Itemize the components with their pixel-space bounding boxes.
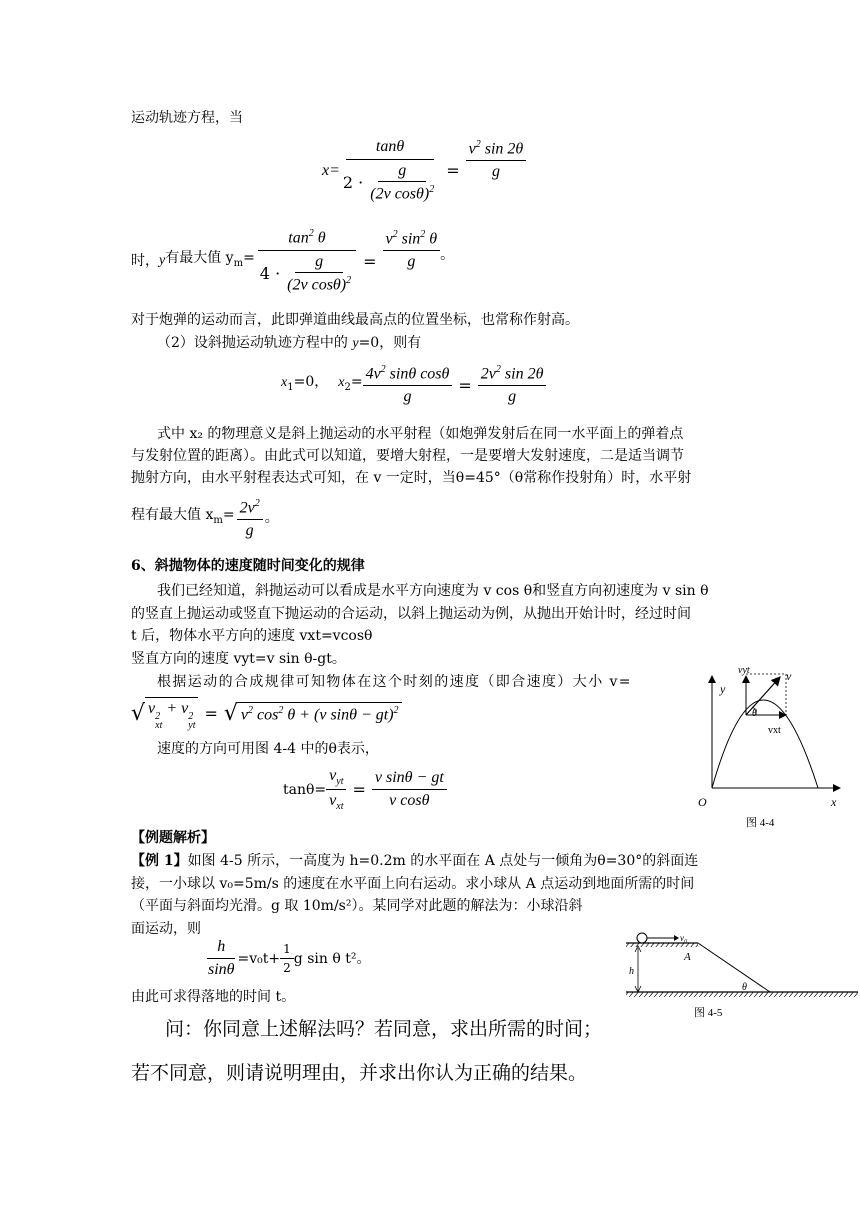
eq5-equals: = <box>352 780 366 800</box>
eq1-fraction <box>340 138 440 203</box>
question-line2: 若不同意，则请说明理由，并求出你认为正确的结果。 <box>131 1062 588 1084</box>
eq5-lhs: tanθ= <box>283 781 327 798</box>
label-vxt: vxt <box>768 725 781 736</box>
p4-l4-den: g <box>245 522 254 540</box>
example1-line4: 面运动，则 <box>131 921 201 937</box>
example1-line3: （平面与斜面均光滑。g 取 10m/s²）。某同学对此题的解法为：小球沿斜 <box>131 898 583 914</box>
eq2-rnum-rest2: θ <box>425 230 438 248</box>
p3-b: =0，则有 <box>358 335 422 351</box>
eq3-n2a: 2v <box>480 365 496 383</box>
label-theta: θ <box>752 708 757 719</box>
equation-speed <box>131 697 402 730</box>
eq2-eqsign: = <box>243 250 255 267</box>
paragraph-direction: 速度的方向可用图 4-4 中的θ表示， <box>157 741 379 757</box>
eq2-inner-num: g <box>295 253 343 273</box>
equation-y-max <box>131 228 454 295</box>
equation-tan-theta <box>283 767 447 812</box>
eq3-x2sub: 2 <box>344 382 351 394</box>
paragraph-range-line3: 抛射方向，由水平射程表达式可知，在 v 一定时，当θ=45°（θ常称作投射角）时，水平射 <box>131 470 692 486</box>
eq5-n1: v <box>329 767 337 784</box>
eq4-c-sup: 2 <box>248 705 254 717</box>
eq1-den-left: 2 · <box>342 173 364 193</box>
paragraph-velocity-line3: t 后，物体水平方向的速度 vxt=vcosθ <box>131 628 373 644</box>
section-heading-6: 6、斜抛物体的速度随时间变化的规律 <box>131 558 365 574</box>
eq2-rnum-exp: 2 <box>392 229 398 241</box>
eq2-lead: 时， <box>131 253 159 270</box>
eq2-inner-exp: 2 <box>346 275 352 287</box>
eq3-n1b: sinθ cosθ <box>385 365 450 383</box>
eq1-num: tanθ <box>346 138 434 160</box>
eq6-fnum: 1 <box>280 942 294 959</box>
eq4-c-rest: cos <box>253 706 279 724</box>
eq2-end: 。 <box>440 247 455 264</box>
eq3-d1: g <box>403 388 412 406</box>
eq4-a: v <box>148 700 156 717</box>
eq6-num: h <box>207 938 235 959</box>
label-o: O <box>698 795 707 809</box>
eq6-den: sinθ <box>208 961 235 978</box>
p4-l4-end: 。 <box>264 509 279 526</box>
p3-y: y <box>352 336 359 351</box>
eq5-n1sub: yt <box>336 776 344 788</box>
example1-line5: 由此可求得落地的时间 t。 <box>131 989 296 1005</box>
sqrt-icon: √ <box>131 701 146 726</box>
figure-4-5 <box>620 924 860 1024</box>
p3-a: （2）设斜抛运动轨迹方程中的 <box>157 335 353 351</box>
eq2-y: y <box>159 253 166 269</box>
eq2-sub: m <box>233 258 244 270</box>
eq5-d2: v cosθ <box>389 792 430 810</box>
eq3-x2: x <box>338 375 345 391</box>
upper-hatch <box>626 943 698 947</box>
eq2-text: 有最大值 y <box>165 250 234 267</box>
eq1-rnum-v: v <box>468 139 476 157</box>
eq6-mid: =v₀t+ <box>237 950 281 967</box>
p4-l4-a: 程有最大值 x <box>131 506 214 523</box>
example-heading: 【例题解析】 <box>131 830 215 846</box>
eq1-inner-exp: 2 <box>429 184 435 195</box>
equation-x-max <box>322 138 526 203</box>
eq1-rnum-rest: sin 2θ <box>480 139 524 157</box>
eq3-x2eq: = <box>350 374 363 391</box>
eq1-equals: = <box>446 161 460 181</box>
trajectory-curve <box>712 700 818 788</box>
eq5-n2: v sinθ − gt <box>372 769 447 790</box>
eq2-num-a: tan <box>288 229 309 247</box>
paragraph-range-line4 <box>131 495 279 540</box>
sqrt-icon: √ <box>223 701 238 726</box>
eq4-a-sup: 2 <box>155 711 161 722</box>
question-line1: 问：你同意上述解法吗？若同意，求出所需的时间； <box>165 1018 603 1040</box>
eq1-rnum-exp: 2 <box>475 138 481 150</box>
p4-l4-exp: 2 <box>254 498 260 509</box>
eq4-c-rest2: θ + (v sinθ − gt) <box>283 706 394 724</box>
paragraph-velocity-line2: 的竖直上抛运动或竖直下抛运动的合运动，以斜上抛运动为例，从抛出开始计时，经过时间 <box>131 606 691 622</box>
eq5-d1sub: xt <box>336 801 344 813</box>
paragraph-set-y-zero <box>157 334 421 353</box>
paragraph-velocity-line1: 我们已经知道，斜抛运动可以看成是水平方向速度为 v cos θ和竖直方向初速度为 v sin θ <box>157 583 709 599</box>
eq4-plus: + <box>162 700 182 717</box>
eq3-n1exp: 2 <box>380 364 386 375</box>
eq2-inner-den: (2v cosθ) <box>287 276 347 294</box>
eq2-rden: g <box>407 253 416 271</box>
eq5-d1: v <box>329 792 337 810</box>
paragraph-range-line2: 与发射位置的距离）。由此式可以知道，要增大射程，一是要增大发射速度，二是适当调节 <box>131 448 684 464</box>
ball <box>637 933 647 943</box>
equation-incline <box>205 938 370 979</box>
eq3-n2b: sin 2θ <box>500 365 544 383</box>
eq6-rest: g sin θ t²。 <box>293 950 371 967</box>
eq4-b-sup: 2 <box>188 711 194 722</box>
eq1-inner-den: (2v cosθ) <box>370 185 430 203</box>
eq3-n2exp: 2 <box>495 364 501 375</box>
eq4-c: v <box>240 706 249 724</box>
eq2-num-b: θ <box>313 229 326 247</box>
eq2-equals: = <box>363 251 377 271</box>
label-theta: θ <box>742 982 747 993</box>
eq3-x1sub: 1 <box>287 382 294 394</box>
paragraph-velocity-line4: 竖直方向的速度 vyt=v sin θ-gt。 <box>131 651 346 667</box>
p4-l4-b: = <box>222 506 235 523</box>
eq2-den-left: 4 · <box>259 264 281 284</box>
eq4-b: v <box>181 700 189 717</box>
figure-caption: 图 4-5 <box>694 1007 723 1019</box>
eq1-rden: g <box>491 162 500 180</box>
eq2-rnum-exp2: 2 <box>420 229 426 241</box>
eq1-lhs: x= <box>322 161 340 179</box>
eq4-equals: = <box>204 704 218 723</box>
label-v: v <box>786 669 792 683</box>
eq4-c-sup2: 2 <box>278 705 284 717</box>
label-y: y <box>720 682 726 696</box>
p4-l4-num: 2v <box>239 499 255 517</box>
label-vyt: vyt <box>738 665 750 676</box>
eq4-c-sup3: 2 <box>393 705 399 717</box>
figure-4-4 <box>690 660 850 835</box>
eq4-a-sub: xt <box>155 720 163 731</box>
paragraph-intro: 运动轨迹方程，当 <box>131 110 243 126</box>
eq3-d2: g <box>508 388 517 406</box>
paragraph-resultant-speed: 根据运动的合成规律可知物体在这个时刻的速度（即合速度）大小 v= <box>157 674 632 690</box>
arrowhead-icon <box>674 935 679 941</box>
label-x: x <box>831 795 837 809</box>
eq1-inner-num: g <box>378 162 426 182</box>
example1-text: 如图 4-5 所示，一高度为 h=0.2m 的水平面在 A 点处与一倾角为θ=30°的斜面连 <box>187 853 699 869</box>
eq4-b-sub: yt <box>188 720 196 731</box>
incline <box>698 943 770 992</box>
eq2-rnum-rest: sin <box>397 230 421 248</box>
example1-tag: 【例 1】 <box>131 853 188 869</box>
eq6-fden: 2 <box>283 961 291 975</box>
label-h: h <box>629 966 634 977</box>
eq3-x1: x <box>281 375 288 391</box>
equation-range <box>281 364 546 406</box>
label-a: A <box>684 951 691 963</box>
label-v0: v₀ <box>680 933 688 943</box>
example1-line1 <box>131 852 698 870</box>
p4-l4-sub: m <box>213 514 223 526</box>
eq3-equals: = <box>458 375 472 395</box>
eq2-rnum-v: v <box>385 230 393 248</box>
paragraph-shot-height: 对于炮弹的运动而言，此即弹道曲线最高点的位置坐标，也常称作射高。 <box>131 312 579 328</box>
example1-line2: 接，一小球以 v₀=5m/s 的速度在水平面上向右运动。求小球从 A 点运动到地面所需的时间 <box>131 876 695 892</box>
figure-caption: 图 4-4 <box>746 817 775 829</box>
eq3-x1val: =0， <box>293 374 329 391</box>
paragraph-range-line1: 式中 x₂ 的物理意义是斜上抛运动的水平射程（如炮弹发射后在同一水平面上的弹着点 <box>157 426 684 442</box>
eq3-n1a: 4v <box>365 365 381 383</box>
eq2-num-exp: 2 <box>308 228 314 239</box>
